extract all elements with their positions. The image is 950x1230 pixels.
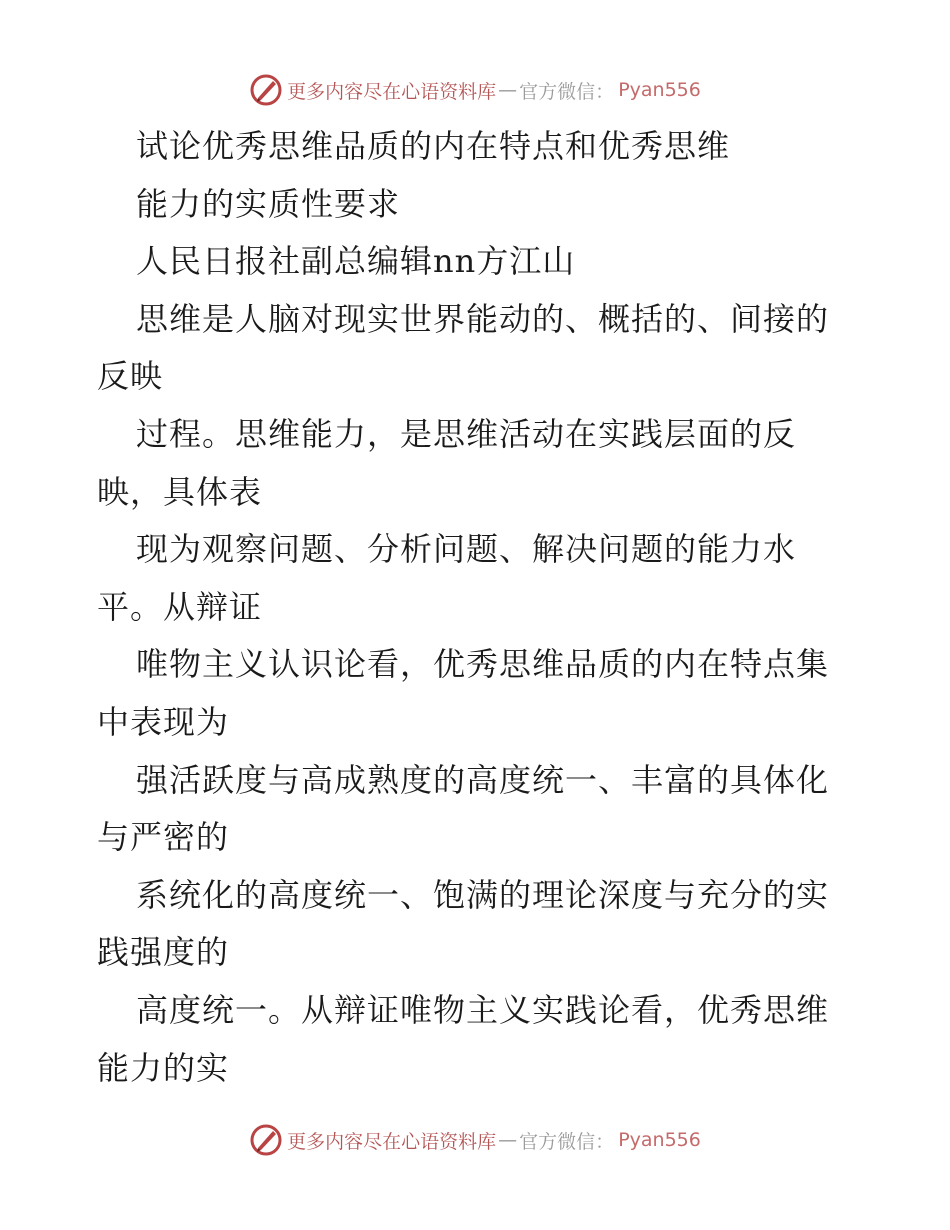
header-banner	[0, 70, 950, 110]
wechat-label: 官方微信：	[519, 1130, 615, 1153]
title-line-1: 试论优秀思维品质的内在特点和优秀思维	[136, 127, 731, 165]
brand-text: 更多内容尽在心语资料库	[287, 80, 497, 103]
paragraph-line: 映，具体表	[97, 472, 263, 511]
author-line: 人民日报社副总编辑nn方江山	[136, 242, 576, 281]
paragraph-line: 系统化的高度统一、饱满的理论深度与充分的实	[136, 875, 830, 914]
paragraph-line: 现为观察问题、分析问题、解决问题的能力水	[136, 530, 797, 569]
paragraph-line: 强活跃度与高成熟度的高度统一、丰富的具体化	[136, 760, 830, 799]
brand-text: 更多内容尽在心语资料库	[287, 1130, 497, 1153]
paragraph-line: 反映	[97, 357, 164, 396]
footer-banner	[0, 1120, 950, 1160]
paragraph-line: 与严密的	[97, 818, 230, 857]
title-line-2: 能力的实质性要求	[136, 184, 401, 223]
paragraph-line: 思维是人脑对现实世界能动的、概括的、间接的	[136, 299, 830, 338]
paragraph-line: 唯物主义认识论看，优秀思维品质的内在特点集	[136, 645, 830, 684]
banner-separator: —	[498, 79, 518, 101]
paragraph-line: 过程。思维能力，是思维活动在实践层面的反	[136, 414, 797, 453]
paragraph-line: 平。从辩证	[97, 587, 263, 626]
brand-logo-icon	[249, 73, 283, 107]
brand-logo-icon	[249, 1123, 283, 1157]
wechat-label: 官方微信：	[519, 80, 615, 103]
paragraph-line: 践强度的	[97, 933, 230, 972]
paragraph-line: 中表现为	[97, 702, 230, 741]
paragraph-line: 能力的实	[97, 1048, 230, 1087]
wechat-handle: Pyan556	[618, 79, 701, 101]
banner-separator: —	[498, 1129, 518, 1151]
wechat-handle: Pyan556	[618, 1129, 701, 1151]
document-body	[97, 118, 857, 1097]
paragraph-line: 高度统一。从辩证唯物主义实践论看，优秀思维	[136, 990, 830, 1029]
